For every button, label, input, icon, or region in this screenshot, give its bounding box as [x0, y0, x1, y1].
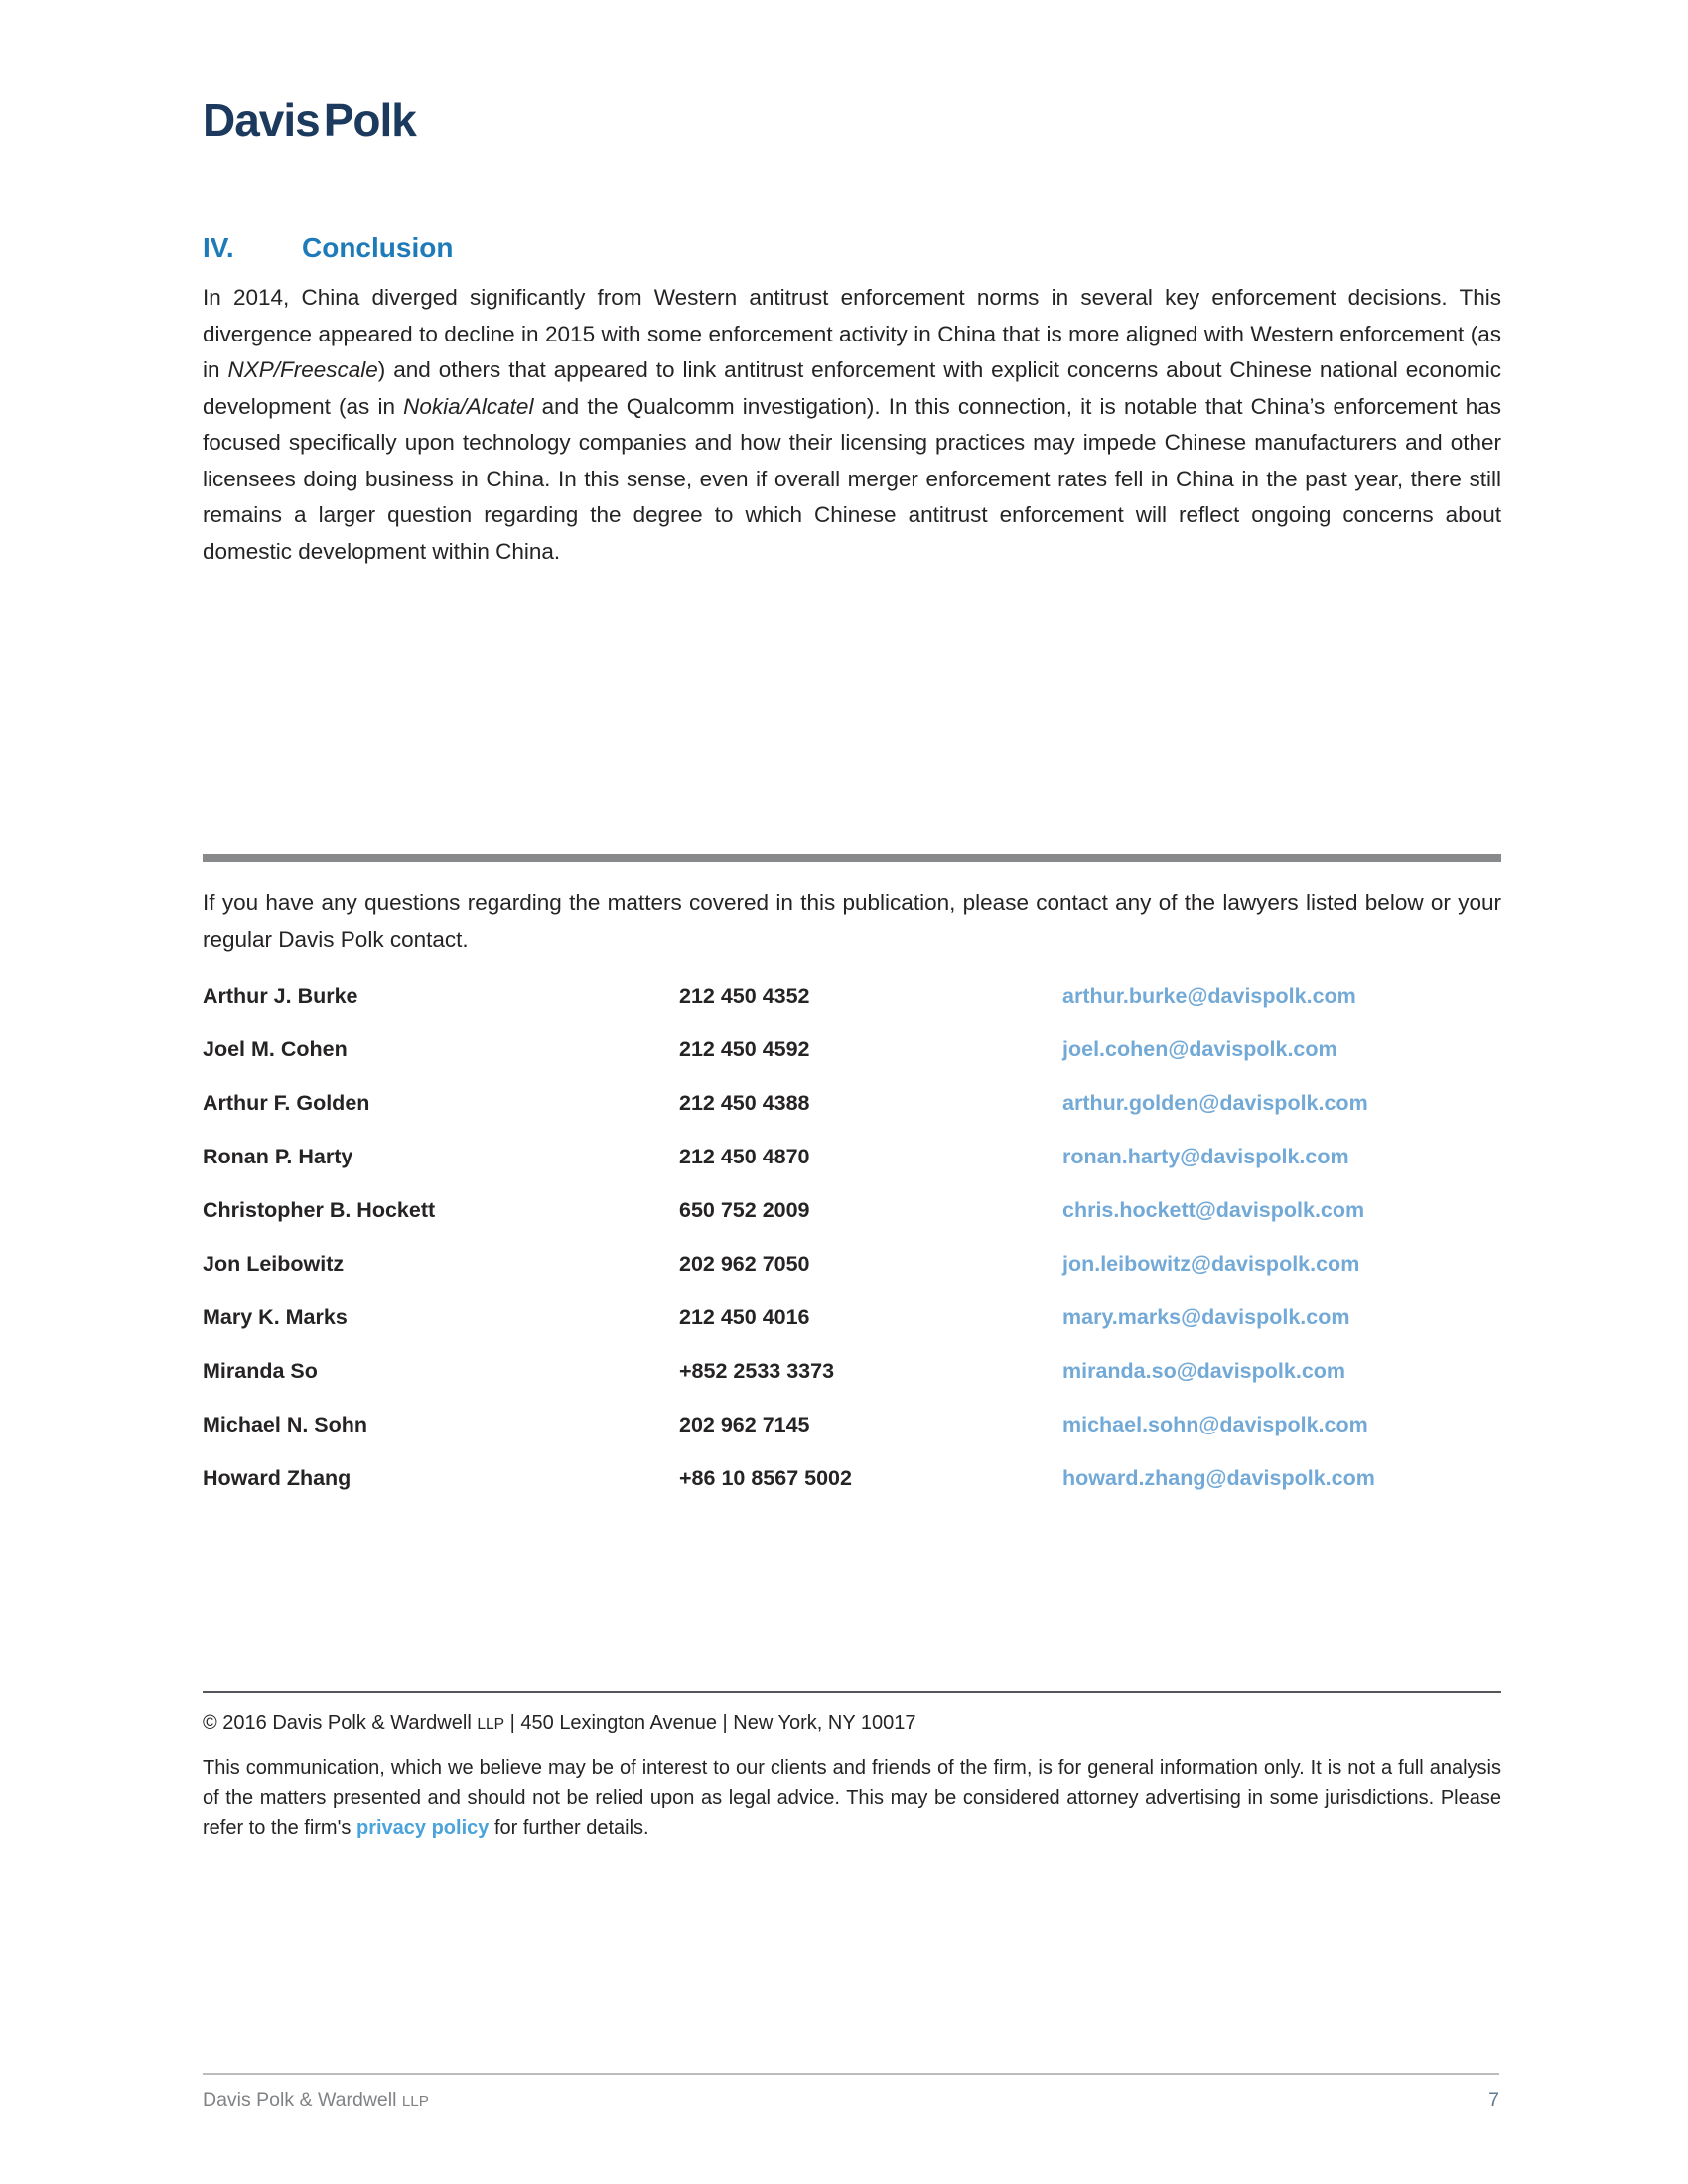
contact-name: Howard Zhang	[203, 1466, 352, 1491]
contact-name: Mary K. Marks	[203, 1305, 348, 1330]
contact-name: Miranda So	[203, 1359, 318, 1384]
text-segment: LLP	[477, 1716, 505, 1734]
text-segment: LLP	[401, 2093, 429, 2110]
contact-name: Michael N. Sohn	[203, 1413, 368, 1437]
contact-row	[203, 1359, 1501, 1413]
contact-phone: 212 450 4592	[679, 1037, 810, 1062]
contact-phone: 212 450 4870	[679, 1145, 810, 1169]
page-number: 7	[1488, 2089, 1499, 2111]
contact-email-link[interactable]: ronan.harty@davispolk.com	[1062, 1145, 1349, 1169]
contact-phone: 202 962 7050	[679, 1252, 810, 1277]
text-segment: NXP/Freescale	[227, 357, 378, 383]
section-heading	[203, 232, 1501, 264]
contact-row	[203, 1252, 1501, 1305]
contact-intro-paragraph: If you have any questions regarding the matters covered in this publication, please contact any of the lawyers listed below or your regular Davis Polk contact.	[203, 890, 1501, 952]
text-segment: © 2016 Davis Polk & Wardwell	[203, 1712, 478, 1735]
text-segment: This communication, which we believe may be of interest to our clients and friends of the firm, is for general information only. It is not a full analysis of the matters presented and should not be relied upon as legal advice. This may be considered attorney advertising in some jurisdictions. Please refer to the firm's	[203, 1757, 1501, 1840]
contact-row	[203, 1413, 1501, 1466]
section-number: IV.	[203, 231, 234, 263]
contact-row	[203, 1466, 1501, 1520]
contact-row	[203, 1145, 1501, 1198]
contact-phone: 212 450 4388	[679, 1091, 810, 1116]
contact-name: Arthur J. Burke	[203, 984, 358, 1009]
contact-phone: 212 450 4352	[679, 984, 810, 1009]
text-segment: ) and others that appeared to link antitrust enforcement with explicit concerns about Chinese national economic development (as in	[203, 357, 1501, 419]
contact-name: Christopher B. Hockett	[203, 1198, 436, 1223]
text-segment: Davis Polk & Wardwell	[203, 2089, 402, 2111]
text-segment: Nokia/Alcatel	[403, 393, 534, 419]
contact-name: Arthur F. Golden	[203, 1091, 370, 1116]
text-segment: and the Qualcomm investigation). In this connection, it is notable that China’s enforcement has focused specifically upon technology companies and how their licensing practices may impede Chinese manufacturers and other licensees doing business in China. In this sense, even if overall merger enforcement rates fell in China in the past year, there still remains a larger question regarding the degree to which Chinese antitrust enforcement will reflect ongoing concerns about domestic development within China.	[203, 393, 1501, 564]
contact-email-link[interactable]: joel.cohen@davispolk.com	[1062, 1037, 1337, 1062]
contact-phone: 202 962 7145	[679, 1413, 810, 1437]
footer-firm-name	[203, 2089, 429, 2112]
footer-divider-rule	[203, 2073, 1499, 2075]
contact-email-link[interactable]: michael.sohn@davispolk.com	[1062, 1413, 1368, 1437]
contact-name: Jon Leibowitz	[203, 1252, 345, 1277]
section-title: Conclusion	[302, 231, 454, 263]
footer-row	[203, 2089, 1499, 2112]
privacy-policy-link[interactable]: privacy policy	[355, 1817, 490, 1840]
contact-name: Joel M. Cohen	[203, 1037, 348, 1062]
text-segment: for further details.	[489, 1817, 649, 1840]
contact-email-link[interactable]: arthur.burke@davispolk.com	[1062, 984, 1356, 1009]
contact-email-link[interactable]: miranda.so@davispolk.com	[1062, 1359, 1346, 1384]
contact-name: Ronan P. Harty	[203, 1145, 353, 1169]
contact-email-link[interactable]: howard.zhang@davispolk.com	[1062, 1466, 1375, 1491]
contact-row	[203, 1091, 1501, 1145]
davis-polk-logo	[203, 94, 1501, 147]
contact-row	[203, 1037, 1501, 1091]
text-segment: | 450 Lexington Avenue | New York, NY 10017	[504, 1712, 916, 1735]
contact-phone: +852 2533 3373	[679, 1359, 835, 1384]
contact-row	[203, 1305, 1501, 1359]
page-content	[203, 0, 1501, 1843]
logo-polk: Polk	[323, 94, 416, 146]
contact-phone: 212 450 4016	[679, 1305, 810, 1330]
contact-email-link[interactable]: chris.hockett@davispolk.com	[1062, 1198, 1365, 1223]
contacts-table	[203, 984, 1501, 1520]
copyright-divider-rule	[203, 1691, 1501, 1693]
section-divider-bar	[203, 854, 1501, 862]
contact-email-link[interactable]: mary.marks@davispolk.com	[1062, 1305, 1350, 1330]
contact-phone: 650 752 2009	[679, 1198, 810, 1223]
page-footer	[203, 2073, 1499, 2112]
logo-davis: Davis	[203, 94, 320, 146]
contact-row	[203, 1198, 1501, 1252]
contact-email-link[interactable]: jon.leibowitz@davispolk.com	[1062, 1252, 1360, 1277]
contact-phone: +86 10 8567 5002	[679, 1466, 852, 1491]
contact-email-link[interactable]: arthur.golden@davispolk.com	[1062, 1091, 1368, 1116]
conclusion-paragraph	[203, 280, 1501, 570]
disclaimer-paragraph	[203, 1753, 1501, 1843]
copyright-line	[203, 1710, 1501, 1738]
contact-row	[203, 984, 1501, 1037]
text-segment: In 2014, China diverged significantly from Western antitrust enforcement norms in several key enforcement decisions. This divergence appeared to decline in 2015 with some enforcement activity in China that is more aligned with Western enforcement (as in	[203, 285, 1501, 383]
